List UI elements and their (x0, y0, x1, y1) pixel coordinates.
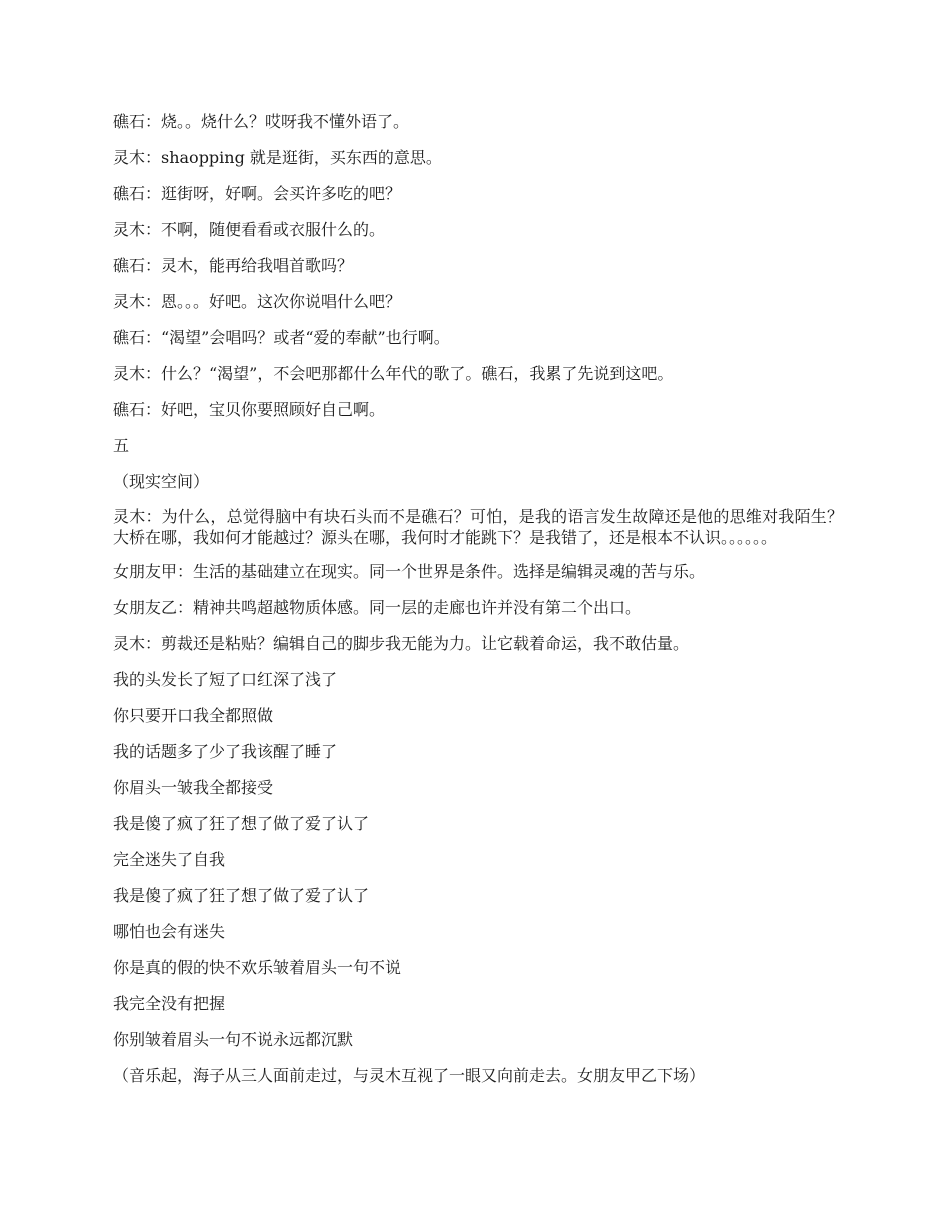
text-line: 礁石：灵木，能再给我唱首歌吗？ (113, 256, 354, 275)
lyric-line: 我的话题多了少了我该醒了睡了 (113, 742, 338, 761)
text-line: 灵木：什么？“渴望”，不会吧那都什么年代的歌了。礁石，我累了先说到这吧。 (113, 364, 674, 383)
text-line: 女朋友甲：生活的基础建立在现实。同一个世界是条件。选择是编辑灵魂的苦与乐。 (113, 562, 706, 581)
document-page (113, 110, 843, 1100)
text-line: 女朋友乙：精神共鸣超越物质体感。同一层的走廊也许并没有第二个出口。 (113, 598, 642, 617)
text-line: 灵木：不啊，随便看看或衣服什么的。 (113, 220, 386, 239)
lyric-line: 完全迷失了自我 (113, 850, 226, 869)
lyric-line: 我是傻了疯了狂了想了做了爱了认了 (113, 886, 370, 905)
lyric-line: 你别皱着眉头一句不说永远都沉默 (113, 1030, 354, 1049)
text-line: 灵木：恩。。。好吧。这次你说唱什么吧？ (113, 292, 402, 311)
text-line: 灵木：剪裁还是粘贴？编辑自己的脚步我无能为力。让它载着命运，我不敢估量。 (113, 634, 690, 653)
lyric-line: 哪怕也会有迷失 (113, 922, 226, 941)
text-line: 礁石：逛街呀，好啊。会买许多吃的吧？ (113, 184, 402, 203)
section-heading: 五 (113, 436, 130, 455)
text-line: 灵木：shaopping 就是逛街，买东西的意思。 (113, 148, 442, 167)
stage-direction: （音乐起，海子从三人面前走过，与灵木互视了一眼又向前走去。女朋友甲乙下场） (113, 1066, 706, 1085)
lyric-line: 你只要开口我全都照做 (113, 706, 274, 725)
lyric-line: 你眉头一皱我全都接受 (113, 778, 274, 797)
lyric-line: 我是傻了疯了狂了想了做了爱了认了 (113, 814, 370, 833)
text-line: 礁石：烧。。烧什么？哎呀我不懂外语了。 (113, 112, 410, 131)
lyric-line: 我的头发长了短了口红深了浅了 (113, 670, 338, 689)
stage-direction: （现实空间） (113, 472, 210, 491)
text-line: 礁石：好吧，宝贝你要照顾好自己啊。 (113, 400, 386, 419)
lyric-line: 你是真的假的快不欢乐皱着眉头一句不说 (113, 958, 402, 977)
text-line: 礁石：“渴望”会唱吗？或者“爱的奉献”也行啊。 (113, 328, 450, 347)
monologue-paragraph: 灵木：为什么，总觉得脑中有块石头而不是礁石？可怕，是我的语言发生故障还是他的思维对我陌生？大桥在哪，我如何才能越过？源头在哪，我何时才能跳下？是我错了，还是根本不认识。。。。。。 (113, 507, 843, 547)
lyric-line: 我完全没有把握 (113, 994, 226, 1013)
